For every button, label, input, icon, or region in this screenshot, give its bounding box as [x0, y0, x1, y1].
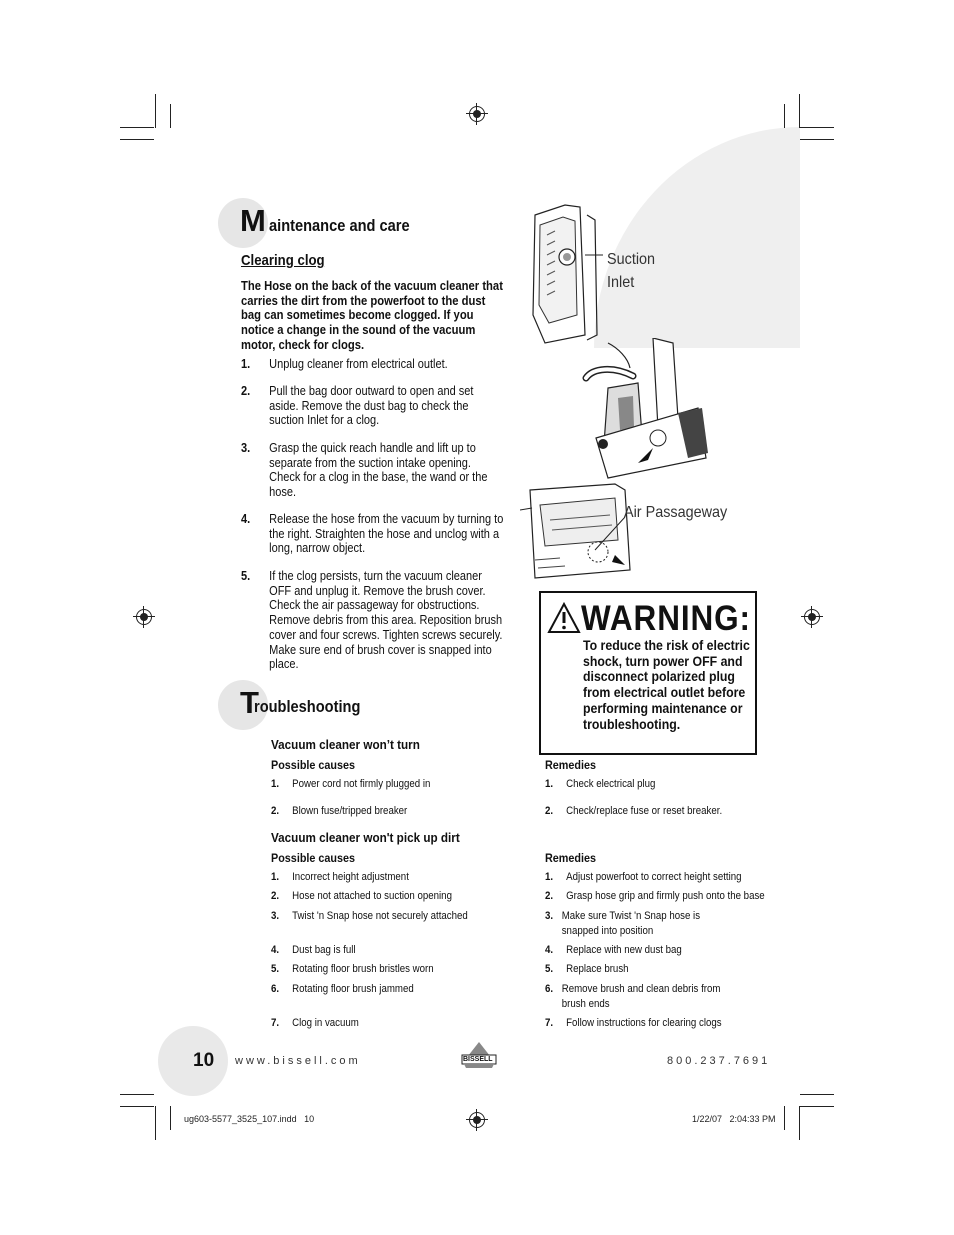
list-item: 1. Adjust powerfoot to correct height setting [545, 871, 742, 883]
list-item: 1. Power cord not firmly plugged in [271, 778, 431, 790]
bissell-logo: BISSELL [460, 1040, 498, 1070]
air-passageway-label: Air Passageway [624, 504, 728, 521]
intro-paragraph: The Hose on the back of the vacuum cleaner that carries the dirt from the powerfoot to the dust bag can sometimes become clogged. If you notice a change in the sound of the vacuum motor, check for clogs. [241, 279, 503, 352]
page-number: 10 [193, 1050, 215, 1071]
list-item: 2. Grasp hose grip and firmly push onto the base [545, 890, 765, 902]
list-item: 5. Rotating floor brush bristles worn [271, 963, 434, 975]
registration-mark-icon [469, 106, 485, 122]
warning-title: WARNING: [581, 599, 751, 638]
list-item: 7. Follow instructions for clearing clogs [545, 1017, 722, 1029]
remedies-label: Remedies [545, 758, 597, 772]
slug-date: 1/22/07 2:04:33 PM [692, 1114, 776, 1124]
list-item: 1. Incorrect height adjustment [271, 871, 409, 883]
list-item: 2. Blown fuse/tripped breaker [271, 805, 408, 817]
problem-title: Vacuum cleaner won’t turn [271, 737, 420, 752]
footer-url: www.bissell.com [235, 1055, 361, 1067]
hose-release-illustration [578, 338, 710, 488]
slug-file-info: ug603-5577_3525_107.indd 10 [184, 1114, 315, 1124]
causes-label: Possible causes [271, 758, 356, 772]
section-title: roubleshooting [254, 697, 361, 716]
list-item: 4. Dust bag is full [271, 944, 356, 956]
warning-triangle-icon [547, 602, 581, 634]
suction-inlet-label: Suction Inlet [607, 251, 656, 291]
list-item: 1. Check electrical plug [545, 778, 656, 790]
suction-inlet-illustration [525, 195, 615, 345]
footer-phone: 800.237.7691 [667, 1055, 771, 1067]
subsection-title: Clearing clog [241, 252, 325, 269]
list-item: 2. Hose not attached to suction opening [271, 890, 452, 902]
warning-text: To reduce the risk of electric shock, turn power OFF and disconnect polarized plug from electrical outlet before performing maintenance or troubleshooting. [583, 637, 750, 732]
causes-label: Possible causes [271, 851, 356, 865]
list-item: 2. Check/replace fuse or reset breaker. [545, 805, 723, 817]
decorative-quadrant [594, 127, 800, 348]
section-initial: T [240, 685, 259, 720]
list-item: 6. Remove brush and clean debris from brush ends [545, 983, 721, 1010]
list-item: 3. Make sure Twist 'n Snap hose is snapped into position [545, 910, 701, 937]
list-item: 6. Rotating floor brush jammed [271, 983, 414, 995]
warning-box [539, 591, 757, 755]
registration-mark-icon [804, 609, 820, 625]
list-item: 4. Replace with new dust bag [545, 944, 682, 956]
section-initial: M [240, 203, 266, 238]
section-title: aintenance and care [269, 216, 410, 235]
remedies-label: Remedies [545, 851, 597, 865]
problem-title: Vacuum cleaner won't pick up dirt [271, 830, 460, 845]
list-item: 3. Twist 'n Snap hose not securely attached [271, 910, 468, 922]
list-item: 7. Clog in vacuum [271, 1017, 359, 1029]
registration-mark-icon [136, 609, 152, 625]
registration-mark-icon [469, 1112, 485, 1128]
pointer-line [590, 515, 630, 555]
list-item: 5. Replace brush [545, 963, 629, 975]
